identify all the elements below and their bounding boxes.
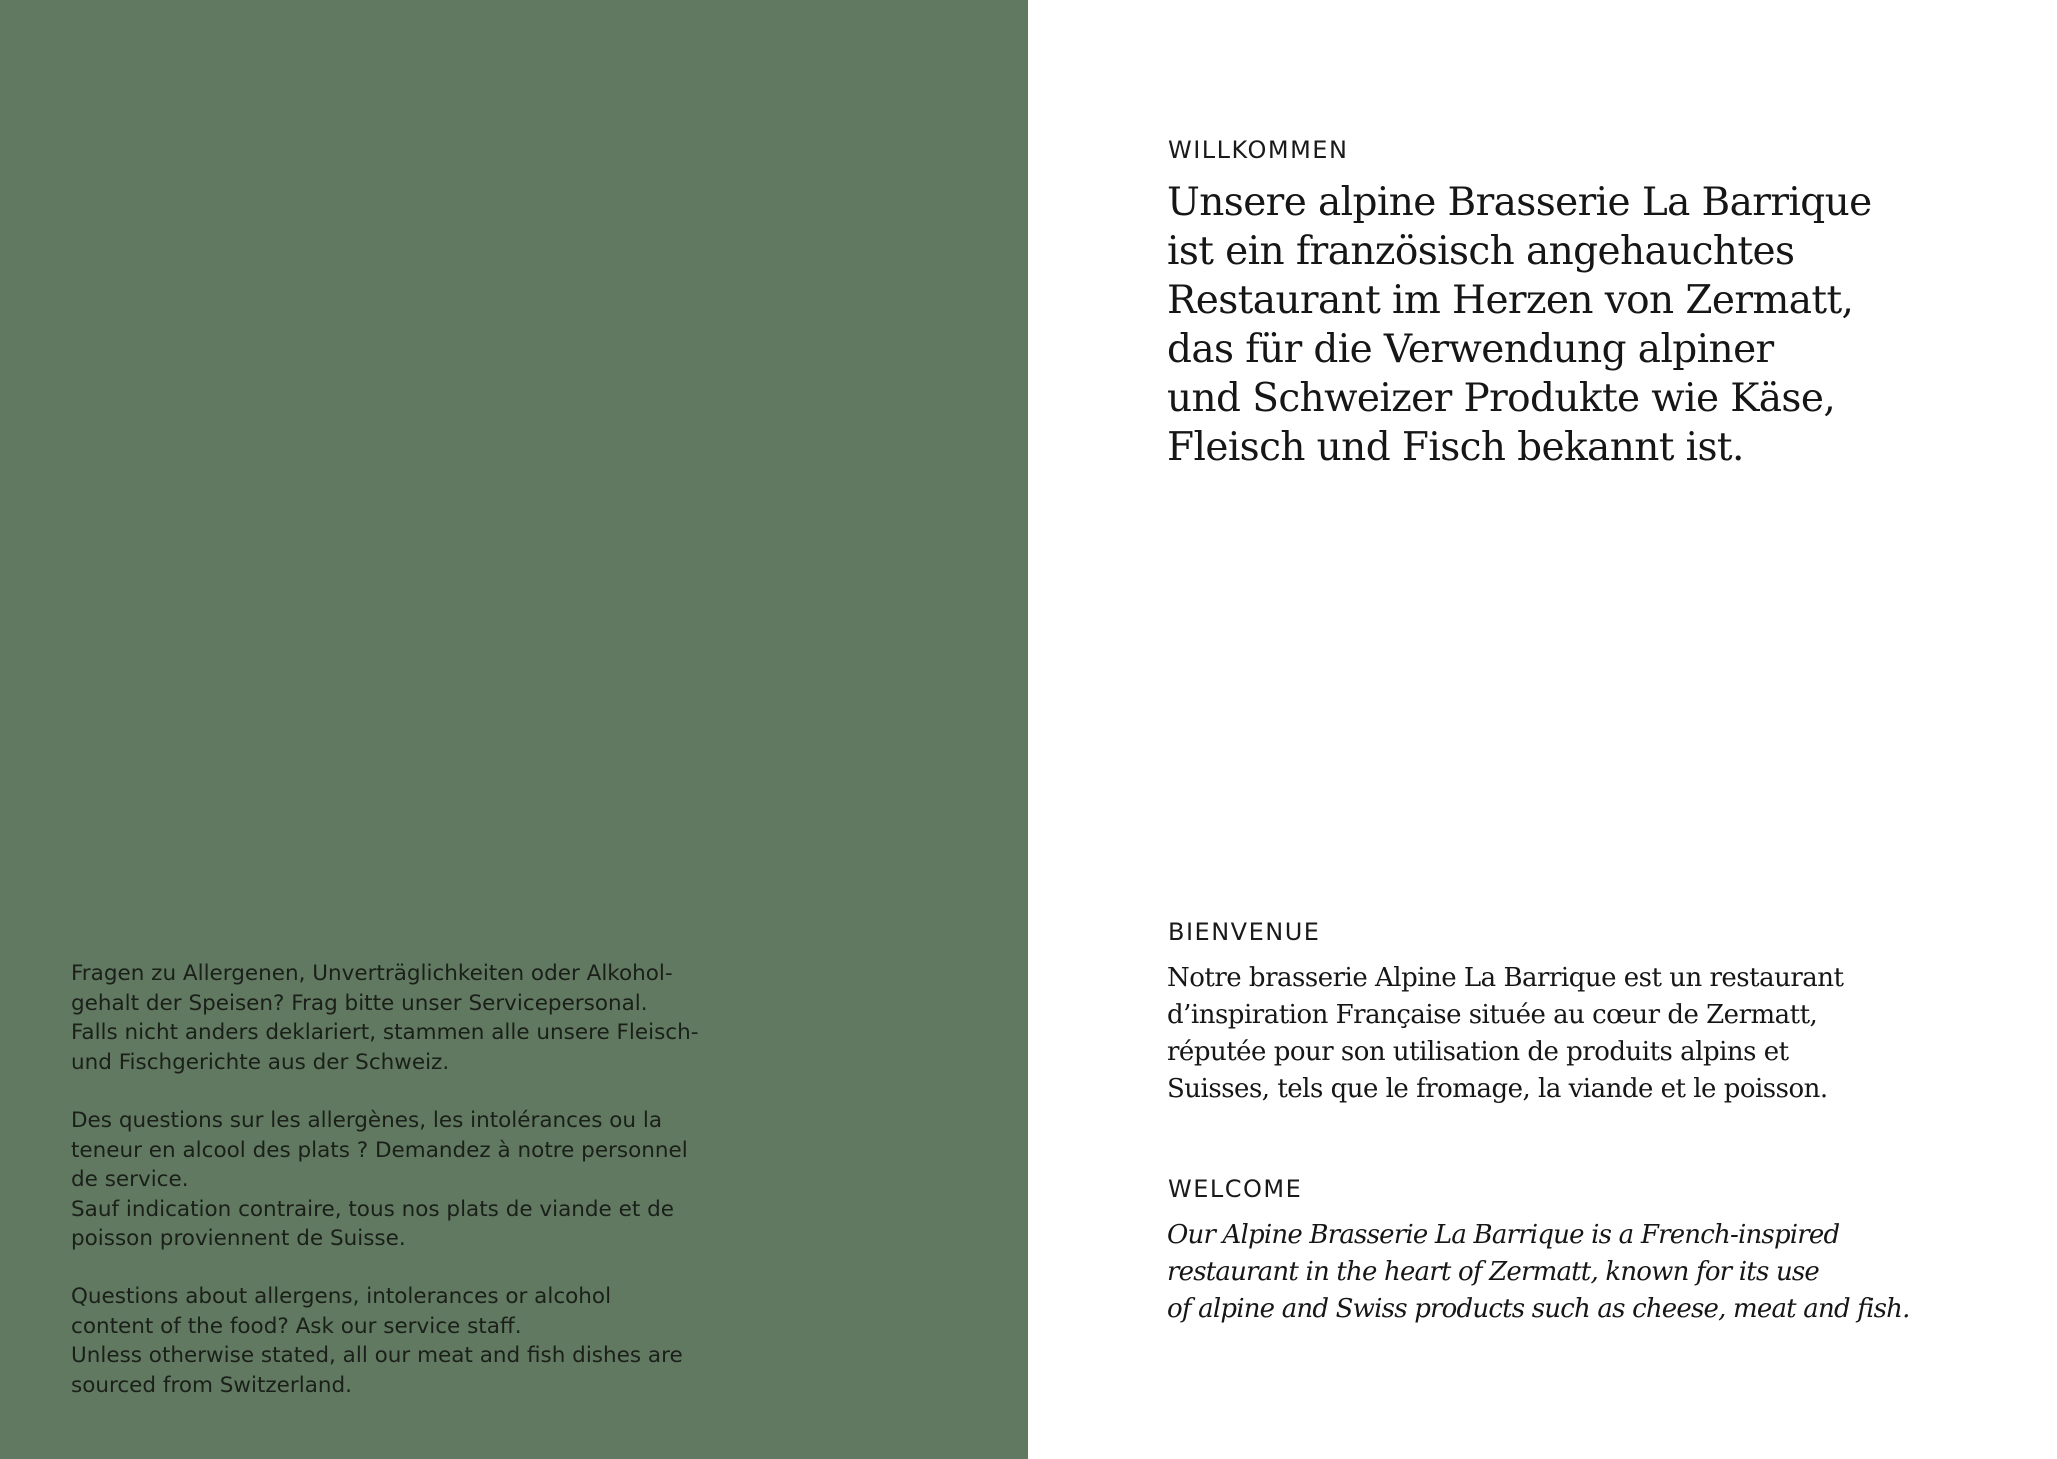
left-panel <box>0 0 1028 1459</box>
allergen-notice-english-text: Questions about allergens, intolerances or alcohol content of the food? Ask our service staff. Unless otherwise stated, all our meat and fish dishes are sourced from Switzerland. <box>71 1284 683 1398</box>
welcome-text-german: Unsere alpine Brasserie La Barrique ist ein französisch angehauchtes Restaurant im Herzen von Zermatt, das für die Verwendung alpiner und Schweizer Produkte wie Käse, Fleisch und Fisch bekannt ist. <box>1167 180 1872 470</box>
allergen-notice-english <box>71 1282 751 1400</box>
welcome-label-german: WILLKOMMEN <box>1168 136 1349 164</box>
allergen-notice-german <box>71 959 751 1077</box>
welcome-text-french: Notre brasserie Alpine La Barrique est un restaurant d’inspiration Française située au cœur de Zermatt, réputée pour son utilisation de produits alpins et Suisses, tels que le fromage, la viande et le poisson. <box>1167 963 1844 1104</box>
allergen-notice-french <box>71 1106 751 1254</box>
welcome-label-english: WELCOME <box>1168 1175 1303 1203</box>
allergen-notice-french-text: Des questions sur les allergènes, les intolérances ou la teneur en alcool des plats ? Demandez à notre personnel de service. Sauf indication contraire, tous nos plats de viande et de poisson proviennent de Suisse. <box>71 1108 688 1251</box>
allergen-notice-german-text: Fragen zu Allergenen, Unverträglichkeiten oder Alkohol- gehalt der Speisen? Frag bitte unser Servicepersonal. Falls nicht anders deklariert, stammen alle unsere Fleisch- und Fischgerichte aus der Schweiz. <box>71 961 699 1075</box>
welcome-label-french: BIENVENUE <box>1168 918 1321 946</box>
welcome-text-english: Our Alpine Brasserie La Barrique is a French-inspired restaurant in the heart of Zermatt, known for its use of alpine and Swiss products such as cheese, meat and fish. <box>1167 1220 1910 1324</box>
